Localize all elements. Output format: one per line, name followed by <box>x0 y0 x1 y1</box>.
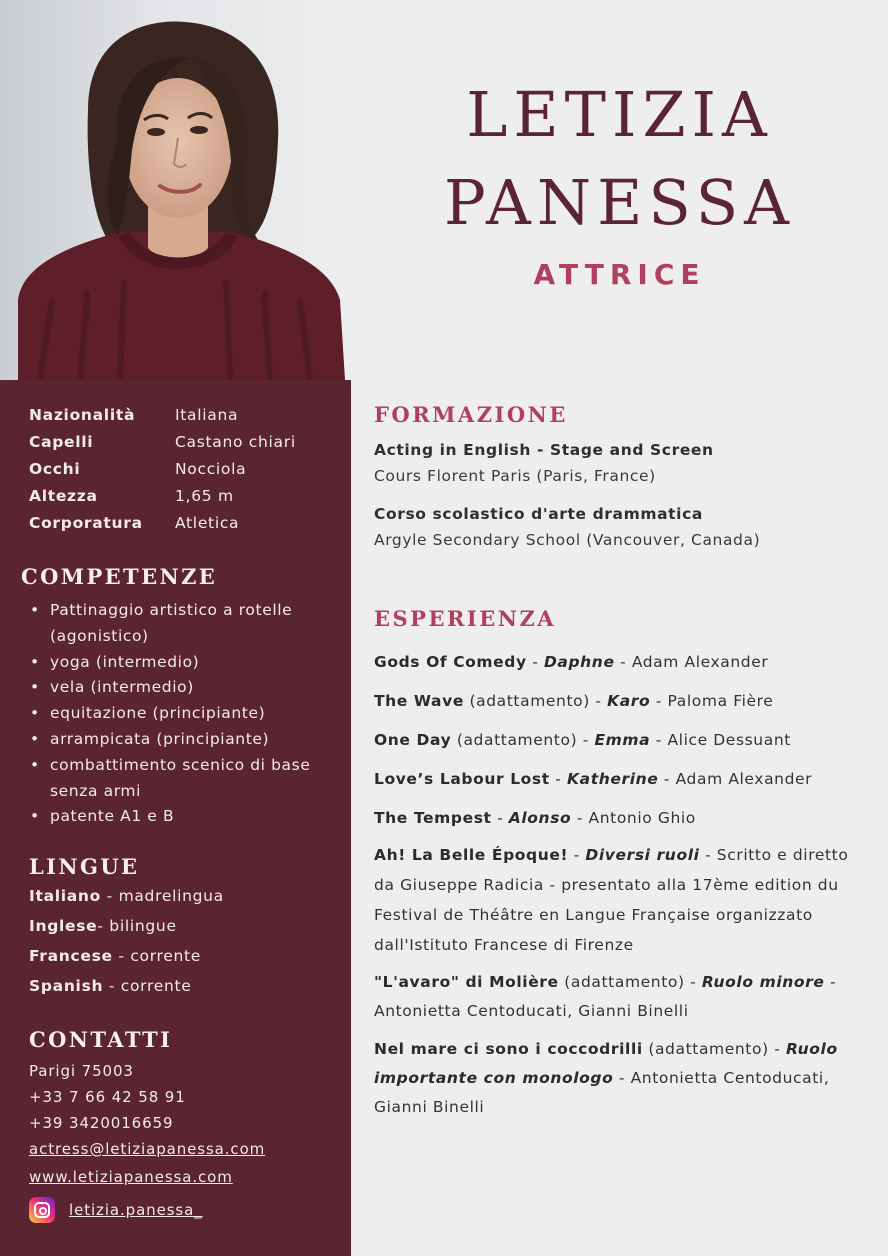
experience-item: Love’s Labour Lost - Katherine - Adam Alexander <box>374 770 813 788</box>
education-title: Acting in English - Stage and Screen <box>374 441 714 459</box>
fact-label: Capelli <box>29 433 94 451</box>
work-title: One Day <box>374 731 452 749</box>
contacts-heading: CONTATTI <box>29 1027 173 1052</box>
work-role: Alonso <box>508 809 572 827</box>
language-level: - bilingue <box>97 917 177 935</box>
list-item: • patente A1 e B <box>28 804 340 830</box>
work-credit: Adam Alexander <box>675 770 813 788</box>
education-item <box>374 437 874 488</box>
language-level: - madrelingua <box>101 887 224 905</box>
work-title: Nel mare ci sono i coccodrilli <box>374 1040 643 1058</box>
instagram-handle[interactable]: letizia.panessa_ <box>69 1201 203 1219</box>
skills-heading: COMPETENZE <box>21 564 218 589</box>
language-level: - corrente <box>112 947 202 965</box>
contacts-list <box>29 1062 265 1196</box>
last-name: PANESSA <box>444 166 795 239</box>
languages-heading: LINGUE <box>29 854 140 879</box>
work-credit: Antonietta Centoducati, Gianni Binelli <box>374 1069 830 1116</box>
fact-row-build <box>29 514 296 541</box>
work-title: Love’s Labour Lost <box>374 770 550 788</box>
language-name: Francese <box>29 947 113 965</box>
work-title: Ah! La Belle Époque! <box>374 846 569 864</box>
experience-item: The Tempest - Alonso - Antonio Ghio <box>374 809 696 827</box>
language-level: - corrente <box>103 977 192 995</box>
work-role: Ruolo minore <box>701 973 825 991</box>
experience-item: Gods Of Comedy - Daphne - Adam Alexander <box>374 653 769 671</box>
email-link[interactable]: actress@letiziapanessa.com <box>29 1140 266 1158</box>
work-role: Emma <box>594 731 651 749</box>
experience-heading: ESPERIENZA <box>374 606 557 631</box>
list-item: • vela (intermedio) <box>28 675 340 701</box>
experience-item: Ah! La Belle Époque! - Diversi ruoli - Scritto e diretto da Giuseppe Radicia - presentato alla 17ème edition du Festival de Théâtre en Langue Française organizzato dall'Istituto Francese di Firenze <box>374 846 849 954</box>
work-title: The Wave <box>374 692 464 710</box>
education-heading: FORMAZIONE <box>374 402 568 427</box>
website-link[interactable]: www.letiziapanessa.com <box>29 1168 233 1186</box>
education-place: Argyle Secondary School (Vancouver, Canada) <box>374 531 761 549</box>
work-credit: Antonietta Centoducati, Gianni Binelli <box>374 1002 689 1020</box>
fact-value: Castano chiari <box>175 433 296 451</box>
fact-value: 1,65 m <box>175 487 234 505</box>
fact-value: Nocciola <box>175 460 247 478</box>
work-note: (adattamento) <box>564 973 685 991</box>
work-title: The Tempest <box>374 809 492 827</box>
list-item: • equitazione (principiante) <box>28 701 340 727</box>
language-name: Italiano <box>29 887 102 905</box>
list-item <box>29 947 224 977</box>
fact-label: Corporatura <box>29 514 143 532</box>
work-credit: Scritto e diretto da Giuseppe Radicia - presentato alla 17ème edition du Festival de Théâtre en Langue Française organizzato dall'Istituto Francese di Firenze <box>374 846 849 954</box>
experience-item: One Day (adattamento) - Emma - Alice Dessuant <box>374 731 791 749</box>
first-name: LETIZIA <box>466 78 773 151</box>
list-item: • arrampicata (principiante) <box>28 727 340 753</box>
fact-row-hair <box>29 433 296 460</box>
experience-item: "L'avaro" di Molière (adattamento) - Ruolo minore - Antonietta Centoducati, Gianni Binelli <box>374 973 837 1020</box>
work-role: Ruolo importante con monologo <box>374 1040 838 1087</box>
work-note: (adattamento) <box>456 731 578 749</box>
fact-label: Nazionalità <box>29 406 136 424</box>
personal-facts <box>29 406 296 541</box>
profile-photo <box>0 0 351 380</box>
languages-list <box>29 887 224 1007</box>
work-credit: Antonio Ghio <box>588 809 696 827</box>
work-role: Katherine <box>567 770 659 788</box>
fact-row-height <box>29 487 296 514</box>
work-role: Karo <box>607 692 651 710</box>
role-title: ATTRICE <box>533 258 706 291</box>
list-item: • yoga (intermedio) <box>28 650 340 676</box>
work-role: Daphne <box>543 653 615 671</box>
language-name: Inglese <box>29 917 98 935</box>
work-note: (adattamento) <box>469 692 590 710</box>
list-item <box>29 977 224 1007</box>
work-credit: Adam Alexander <box>631 653 769 671</box>
work-role: Diversi ruoli <box>585 846 700 864</box>
phone-fr: +33 7 66 42 58 91 <box>29 1088 186 1106</box>
education-item <box>374 501 874 552</box>
fact-label: Altezza <box>29 487 98 505</box>
instagram-icon[interactable] <box>29 1197 55 1223</box>
list-item: • Pattinaggio artistico a rotelle (agonistico) <box>28 598 340 650</box>
education-place: Cours Florent Paris (Paris, France) <box>374 467 656 485</box>
experience-item: The Wave (adattamento) - Karo - Paloma Fière <box>374 692 774 710</box>
fact-value: Italiana <box>175 406 239 424</box>
fact-row-nationality <box>29 406 296 433</box>
work-note: (adattamento) <box>648 1040 769 1058</box>
list-item <box>29 887 224 917</box>
work-credit: Alice Dessuant <box>667 731 791 749</box>
language-name: Spanish <box>29 977 104 995</box>
work-title: "L'avaro" di Molière <box>374 973 559 991</box>
fact-label: Occhi <box>29 460 81 478</box>
experience-item: Nel mare ci sono i coccodrilli (adattamento) - Ruolo importante con monologo - Antonietta Centoducati, Gianni Binelli <box>374 1040 838 1116</box>
skills-list <box>28 598 340 830</box>
list-item: • combattimento scenico di base senza armi <box>28 753 340 805</box>
city: Parigi 75003 <box>29 1062 134 1080</box>
fact-row-eyes <box>29 460 296 487</box>
sidebar <box>0 0 351 1256</box>
phone-it: +39 3420016659 <box>29 1114 174 1132</box>
education-title: Corso scolastico d'arte drammatica <box>374 505 703 523</box>
list-item <box>29 917 224 947</box>
work-title: Gods Of Comedy <box>374 653 527 671</box>
work-credit: Paloma Fière <box>667 692 774 710</box>
fact-value: Atletica <box>175 514 240 532</box>
instagram-link[interactable] <box>29 1197 203 1223</box>
